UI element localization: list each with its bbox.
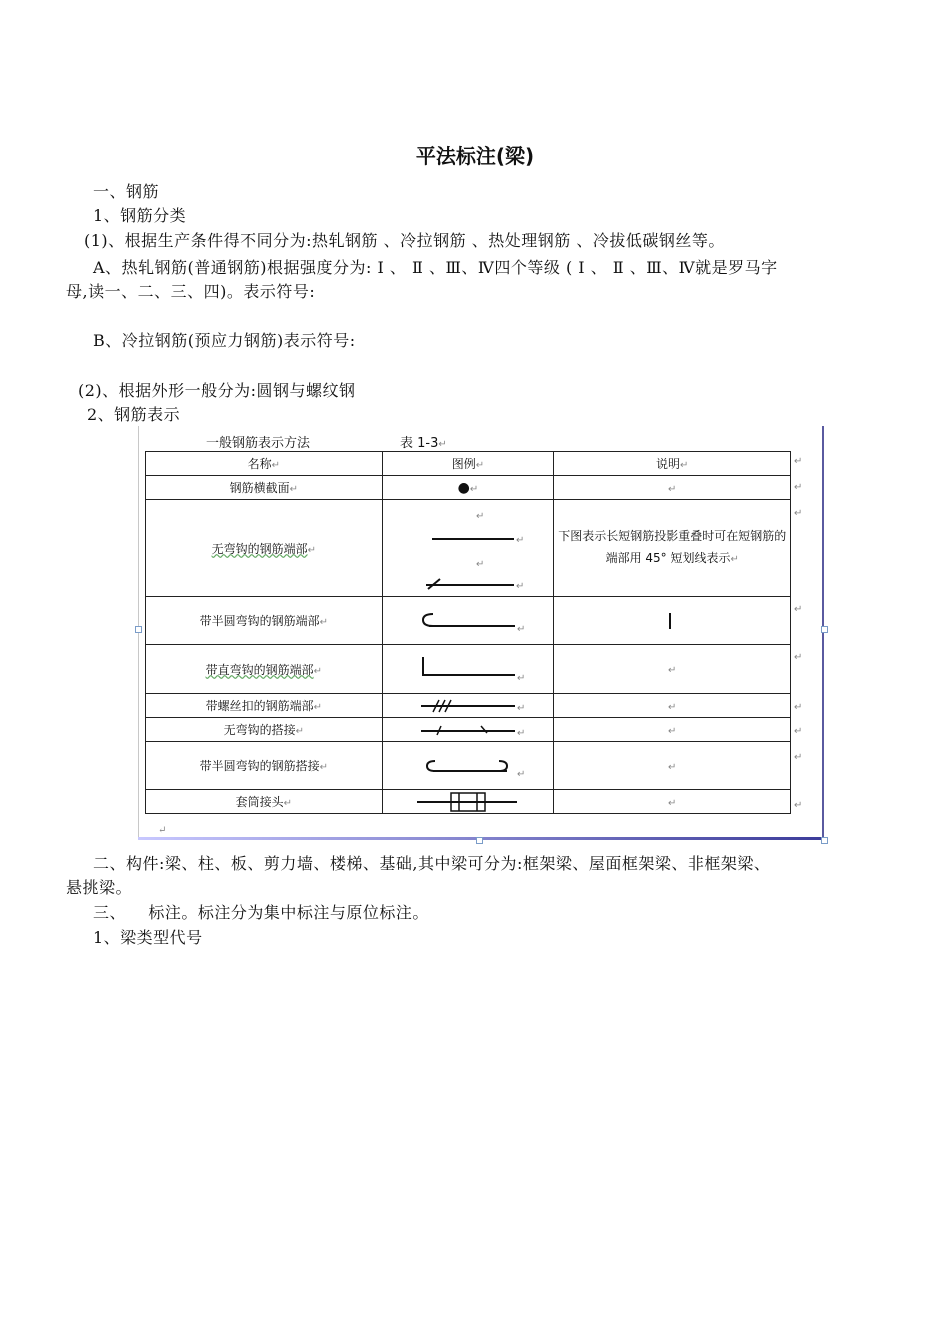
- page-title: 平法标注(梁): [415, 144, 535, 168]
- rebar-representation-figure[interactable]: ↵ 一般钢筋表示方法 表 1-3↵ 名称↵ 图例↵ 说明↵ 钢筋横截面↵ ●↵ ↵ 无弯钩的钢筋端部↵ ↵ ↵ ↵ ↵ 下图表示长短钢筋投影重叠时可在短钢筋的端部用 45° 短划线表示↵ 带半圆弯钩的钢筋端部↵ ↵ 带直弯钩的钢筋端部↵ ↵ ↵ 带螺丝扣的钢筋端部↵ ↵ ↵ 无弯钩的搭接↵ ↵ ↵ 带半圆弯钩的钢筋搭接↵ ↵ ↵ 套筒接头↵ ↵ ↵ ↵ ↵ ↵ ↵ ↵ ↵ ↵ ↵: [138, 426, 824, 840]
- table-row: 带半圆弯钩的钢筋端部↵ ↵: [146, 597, 791, 645]
- svg-text:↵: ↵: [515, 581, 525, 592]
- header-description: 说明↵: [554, 452, 791, 476]
- paragraph-hot-rolled-1: A、热轧钢筋(普通钢筋)根据强度分为: Ⅰ 、 Ⅱ 、Ⅲ、Ⅳ四个等级 ( Ⅰ 、 Ⅱ 、Ⅲ、Ⅳ就是罗马字: [93, 258, 778, 277]
- straight-hook-end-icon: [403, 653, 533, 685]
- resize-handle-right[interactable]: [821, 626, 828, 633]
- table-row: 带螺丝扣的钢筋端部↵ ↵ ↵: [146, 694, 791, 718]
- svg-text:↵: ↵: [475, 511, 485, 522]
- table-caption: 一般钢筋表示方法: [206, 436, 311, 451]
- plain-end-icon: [408, 503, 528, 593]
- table-row: 无弯钩的搭接↵ ↵ ↵: [146, 718, 791, 742]
- svg-text:↵: ↵: [475, 559, 485, 570]
- paragraph-mark: ↵: [158, 825, 167, 836]
- paragraph-members-2: 悬挑梁。: [66, 878, 133, 897]
- heading-rebar-representation: 2、钢筋表示: [87, 405, 181, 424]
- paragraph-cold-drawn: B、冷拉钢筋(预应力钢筋)表示符号:: [93, 331, 356, 350]
- semicircular-hook-end-icon: [403, 606, 533, 636]
- paragraph-hot-rolled-2: 母,读一、二、三、四)。表示符号:: [66, 282, 316, 301]
- heading-rebar: 一、钢筋: [93, 182, 160, 201]
- cross-section-dot-icon: ●: [457, 479, 470, 496]
- svg-text:↵: ↵: [516, 702, 526, 714]
- svg-text:↵: ↵: [516, 673, 526, 684]
- table-header-row: [146, 452, 791, 476]
- resize-handle-bottom[interactable]: [476, 837, 483, 844]
- heading-beam-type-code: 1、梁类型代号: [93, 928, 203, 947]
- resize-handle-corner[interactable]: [821, 837, 828, 844]
- short-tick-icon: [662, 609, 682, 633]
- threaded-end-icon: [403, 697, 533, 715]
- table-row: 带半圆弯钩的钢筋搭接↵ ↵ ↵: [146, 742, 791, 790]
- table-row: 钢筋横截面↵ ●↵ ↵: [146, 476, 791, 500]
- table-row: 带直弯钩的钢筋端部↵ ↵ ↵: [146, 645, 791, 694]
- paragraph-shape: (2)、根据外形一般分为:圆钢与螺纹钢: [78, 381, 356, 400]
- rebar-table: [145, 451, 791, 814]
- paragraph-production: (1)、根据生产条件得不同分为:热轧钢筋 、冷拉钢筋 、热处理钢筋 、冷拔低碳钢丝等。: [84, 231, 725, 250]
- svg-text:↵: ↵: [516, 623, 526, 635]
- table-row: 无弯钩的钢筋端部↵ ↵ ↵ ↵ ↵ 下图表示长短钢筋投影重叠时可在短钢筋的端部用 45° 短划线表示↵: [146, 500, 791, 597]
- header-name: 名称↵: [146, 452, 383, 476]
- table-number: 表 1-3↵: [400, 436, 447, 451]
- svg-text:↵: ↵: [516, 768, 526, 780]
- paragraph-members-1: 二、构件:梁、柱、板、剪力墙、楼梯、基础,其中梁可分为:框架梁、屋面框架梁、非框架梁、: [93, 854, 771, 873]
- plain-lap-splice-icon: [403, 721, 533, 739]
- heading-rebar-classification: 1、钢筋分类: [93, 206, 187, 225]
- resize-handle-left[interactable]: [135, 626, 142, 633]
- semicircular-hook-lap-splice-icon: [403, 751, 533, 781]
- paragraph-annotation: 三、 标注。标注分为集中标注与原位标注。: [93, 903, 429, 922]
- table-row: 套筒接头↵ ↵: [146, 790, 791, 814]
- svg-text:↵: ↵: [515, 535, 525, 546]
- header-legend: 图例↵: [382, 452, 554, 476]
- sleeve-coupler-icon: [403, 791, 533, 813]
- svg-text:↵: ↵: [516, 727, 526, 739]
